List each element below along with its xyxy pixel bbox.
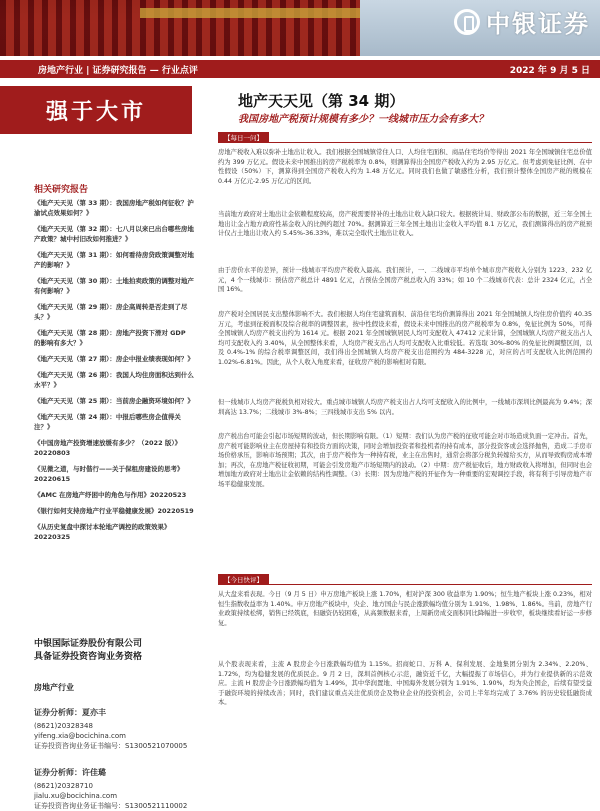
related-report-item[interactable]: 《地产天天见（第 29 期）：房企高周转是否走到了尽头？》: [34, 303, 188, 321]
related-report-item[interactable]: 《地产天天见（第 27 期）：房企中报业绩表现如何？》: [34, 355, 194, 363]
organization-name: 中银国际证券股份有限公司: [34, 639, 143, 649]
rating-title: 强于大市: [0, 86, 192, 134]
organization-qualification: 具备证券投资咨询业务资格: [34, 652, 143, 662]
body-paragraph: 但一线城市人均房产税税负相对较大。重点城市城镇人均房产税支出占人均可支配收入的比例中，一线城市深圳比例最高为 9.4%；深圳高达 13.7%；二线城市 3%-8%；三四线城市支出 5% 以内。: [218, 399, 592, 416]
roof-gold-trim: [140, 8, 360, 18]
section-divider: [218, 142, 592, 143]
report-title: 地产天天见（第 34 期）: [238, 92, 405, 110]
analyst-name: 证券分析师：许佳璐: [34, 768, 106, 777]
analyst-cert: 证券投资咨询业务证书编号：S1300521070005: [34, 742, 188, 750]
section-tag-daily-question: 【每日一问】: [218, 132, 269, 143]
body-paragraph: 当前地方政府对土地出让金依赖程度较高，房产税需要替补的土地出让收入缺口较大。根据统计局、财政部公布的数据，近三年全国土地出让金占地方政府性基金收入的比例约超过 70%。据测算近三年全国土地出让金收入平均值 8.1 万亿元，我们测算得出的房产税预计仅占土地出让收入约 5.45%-36.33%，难以完全取代土地出让收入。: [218, 211, 592, 238]
related-report-item[interactable]: 《从历史复盘中探讨本轮地产调控的政策效果》20220325: [34, 523, 171, 541]
related-reports-heading: 相关研究报告: [34, 185, 89, 195]
related-report-item[interactable]: 《地产天天见（第 26 期）：我国人均住房面积达到什么水平？》: [34, 371, 194, 389]
section-tag-market-review: 【今日快评】: [218, 574, 269, 585]
header-banner: [0, 0, 600, 56]
analyst-phone: (8621)20328348: [34, 722, 93, 730]
analyst-cert: 证券投资咨询业务证书编号：S1300521110002: [34, 802, 188, 810]
logo-text: 中银证券: [486, 10, 590, 38]
sidebar: [0, 78, 202, 810]
company-logo: [454, 4, 590, 39]
analyst-block: [34, 708, 199, 751]
report-subtitle: 我国房地产税预计规模有多少？一线城市压力会有多大？: [238, 114, 488, 125]
related-report-item[interactable]: 《地产天天见（第 28 期）：房地产投资下滑对 GDP 的影响有多大？》: [34, 329, 186, 347]
breadcrumb: 房地产行业 | 证券研究报告 — 行业点评: [38, 65, 198, 76]
organization-info: [34, 638, 142, 664]
sector-label: 房地产行业: [34, 683, 74, 692]
analyst-block: [34, 768, 199, 811]
related-report-item[interactable]: 《地产天天见（第 31 期）：如何看待房贷政策调整对地产的影响？》: [34, 251, 194, 269]
related-report-item[interactable]: 《中国房地产投资增速放缓有多少？（2022 版）》20220803: [34, 439, 182, 457]
related-report-item[interactable]: 《地产天天见（第 24 期）：中报后哪些房企值得关注？》: [34, 413, 181, 431]
market-paragraph: 从个股表现来看，主流 A 股房企今日涨跌幅均值为 1.15%。招商蛇口、万科 A、保利发展、金地集团分别为 2.34%、2.20%、1.72%，均为稳健发展的优质民企。9 月 2 日，深圳首例核心示范，融资近千亿，大幅提振了市场信心，并为行业提供新的示范效应。主流 H 股房企今日涨跌幅均值为 1.49%，其中华润置地、中国海外发展分别为 1.91%、1.90%，均为央企国企，后续有望受益于融资环境的持续改善；同时，我们建议重点关注优质房企及物业企业的投资机会，公司上半年均完成了 3.76% 的历史较低融资成本。: [218, 661, 592, 707]
related-report-item[interactable]: 《地产天天见（第 30 期）：土地拍卖政策的调整对地产有何影响？》: [34, 277, 194, 295]
body-paragraph: 房地产税收入难以弥补土地出让收入。我们根据全国城镇常住人口、人均住宅面积、商品住宅均价等得出 2021 年全国城镇住宅总价值约为 399 万亿元。假设未来中国推出的房产税税率为 0.8%，则测算得出全国房产税收入约为 2.95 万亿元。但考虑到免征比例、在中性假设（50%）下，测算得到全国房产税收入约为 1.48 万亿元。同时我们也做了敏感性分析，我们预计整体全国房产税的规模在 0.44 万亿元-2.95 万亿元的区间。: [218, 149, 592, 185]
body-paragraph: 房产税出台可能会引起市场短期的波动，但长期影响有限。（1）短期：我们认为房产税的征收可能会对市场造成负面一定冲击。首先，房产税可能影响业主在房屋持有和投资方面的决策，同时会增加投资者和投机者的持有成本，部分投资客或会选择抛售，造成二手房市场价格承压，影响市场预期；其次，由于房产税作为一种持有税，业主在出售时，通常会将部分税负转嫁给买方，从而导致购房成本增加；再次，在房地产税征收初期，可能会引发房地产市场短期内的波动。（2）中期：房产税征收后，地方财政收入将增加，但同时也会增加地方政府对土地出让金依赖的结构性调整。（3）长期：因为房地产税的开征作为一种重要的宏观调控手段，将有利于引导房地产市场平稳健康发展。: [218, 433, 592, 488]
related-report-item[interactable]: 《地产天天见（第 33 期）：我国房地产税如何征收？沪渝试点效果如何？》: [34, 199, 194, 217]
section-divider: [218, 584, 592, 585]
related-report-item[interactable]: 《见微之道，与时偕行——关于保租房建设的思考》20220615: [34, 465, 184, 483]
analyst-phone: (8621)20328710: [34, 782, 93, 790]
analyst-email[interactable]: yifeng.xia@bocichina.com: [34, 732, 126, 740]
bank-of-china-logo-icon: [454, 9, 480, 35]
body-paragraph: 房产税对全国居民支出整体影响不大。我们根据人均住宅建筑面积、前沿住宅均价测算得出 2021 年全国城镇人均住房价值约 40.35 万元，考虑到征税面积及综合税率的调整因素，按中性假设来看，假设未来中国推出的房产税税率为 0.8%，免征比例为 50%，可得全国城镇人均房产税支出约为 1614 元。根据 2021 年全国城镇居民人均可支配收入 47412 元来计算，全国城镇人均房产税支出占人均可支配收入约 3.40%，从全国整体来看，人均房产税支出占人均可支配收入比重较低。若选取 30%-80% 的免征比例调整区间，以及 0.4%-1% 的综合税率调整区间，我们得出全国城镇人均房产税支出范围约为 484-3228 元，对应的占可支配收入比例范围约 1.02%-6.81%。因此，从个人收入角度来看，征收房产税的影响相对有限。: [218, 311, 592, 366]
report-info-bar: [0, 60, 600, 78]
body-paragraph: 由于房价水平的差异，预计一线城市平均房产税收入最高。我们预计，一、二线城市平均单个城市房产税收入分别为 1223、232 亿元，4 个一线城市：预估房产税总计 4891 亿元，占预估全国房产税总收入的 33%；如 10 个二线城市代表：总计 2324 亿元，占全国 16%。: [218, 267, 592, 294]
related-report-item[interactable]: 《地产天天见（第 25 期）：当前房企融资环境如何？》: [34, 397, 194, 405]
analyst-name: 证券分析师：夏亦丰: [34, 708, 106, 717]
report-date: 2022 年 9 月 5 日: [509, 65, 590, 76]
related-report-item[interactable]: 《地产天天见（第 32 期）：七八月以来已出台哪些房地产政策？城中村旧改如何推进？》: [34, 225, 194, 243]
related-report-item[interactable]: 《AMC 在房地产纾困中的角色与作用》20220523: [34, 491, 187, 499]
related-reports-list: [34, 198, 194, 548]
analyst-email[interactable]: jialu.xu@bocichina.com: [34, 792, 118, 800]
related-report-item[interactable]: 《银行如何支持房地产行业平稳健康发展》20220519: [34, 507, 194, 515]
market-paragraph: 从大盘来看表现。今日（9 月 5 日）申万房地产板块上涨 1.70%，相对沪深 300 收益率为 1.90%；恒生地产板块上涨 0.23%，相对恒生指数收益率为 1.40%。申万房地产板块中，央企、地方国企与民企涨跌幅均值分别为 1.91%、1.98%、1.86%。当前，房地产行业政策持续松绑，销售已经筑底，但融资仍较困难，从高频数据来看，上周新房成交面积同比降幅进一步收窄，板块继续看好运一步修复。: [218, 591, 592, 627]
